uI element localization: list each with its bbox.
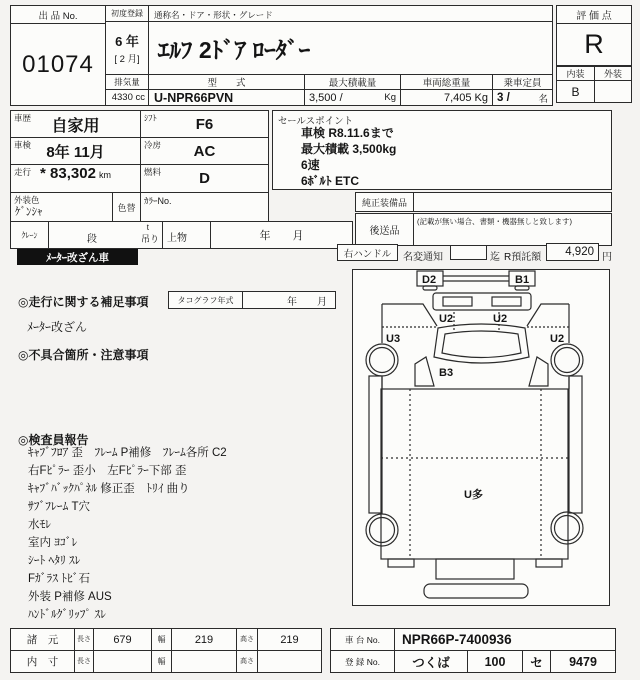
shift-cell: ｼﾌﾄ F6 xyxy=(140,110,269,138)
gross-weight-value: 7,405 Kg xyxy=(400,89,493,106)
sales-point-line: 最大積載 3,500kg xyxy=(301,142,397,156)
spec-length-value: 679 xyxy=(93,628,152,651)
capacity-unit: 名 xyxy=(538,93,548,105)
spec-height-label: 高さ xyxy=(236,628,258,651)
first-registration-year: 6 年 xyxy=(115,34,139,49)
body-date-cell: 年 月 xyxy=(210,221,353,249)
chassis-no-label: 車 台 No. xyxy=(330,628,395,651)
cooling-value: AC xyxy=(193,142,216,160)
registration-no-label: 登 録 No. xyxy=(330,650,395,673)
displacement-label: 排気量 xyxy=(105,74,149,90)
inner-row-label: 内 寸 xyxy=(10,650,75,673)
inner-height-label: 高さ xyxy=(236,650,258,673)
vehicle-name: ｴﾙﾌ 2ﾄﾞｱ ﾛｰﾀﾞｰ xyxy=(148,21,553,75)
crane-stage-label: 段 xyxy=(87,234,97,245)
deposit-label: R預託額 xyxy=(504,252,542,263)
until-label: 迄 xyxy=(490,252,500,263)
first-registration-month: [ 2 月] xyxy=(114,54,140,65)
sales-point-line: 車検 R8.11.6まで xyxy=(301,126,394,140)
yen-label: 円 xyxy=(602,252,612,263)
max-load-value xyxy=(304,89,401,106)
registration-area: つくば xyxy=(394,650,468,673)
inspector-report-title: ◎検査員報告 xyxy=(18,433,89,447)
crane-value-cell xyxy=(48,221,163,249)
inspector-report-line: 室内 ﾖｺﾞﾚ xyxy=(28,537,78,549)
lot-no-value: 01074 xyxy=(10,23,106,106)
registration-class: 100 xyxy=(467,650,523,673)
inspection-cell: 車検 8年 11月 xyxy=(10,137,141,165)
capacity-label: 乗車定員 xyxy=(492,74,553,90)
forwarded-items-label: 後送品 xyxy=(355,213,414,246)
history-cell: 車歴 自家用 xyxy=(10,110,141,138)
capacity-number: 3 / xyxy=(497,91,510,104)
chassis-no-value: NPR66P-7400936 xyxy=(394,628,616,651)
max-load-unit: Kg xyxy=(384,92,396,103)
mileage-number: * 83,302 xyxy=(40,165,96,182)
cooling-cell: 冷房 AC xyxy=(140,137,269,165)
first-registration-label: 初度登録 xyxy=(105,5,149,22)
crane-label-cell: ｸﾚｰﾝ xyxy=(10,221,49,249)
color-change-cell: 色替 xyxy=(112,192,141,222)
inner-length-value xyxy=(93,650,152,673)
shift-value: F6 xyxy=(195,115,214,133)
damage-label-cab-back: B3 xyxy=(439,367,454,379)
genuine-equipment-value xyxy=(413,192,612,212)
mileage-unit: km xyxy=(98,170,111,180)
crane-ton-label: t xyxy=(146,223,149,232)
spec-height-value: 219 xyxy=(257,628,322,651)
spec-row-label: 諸 元 xyxy=(10,628,75,651)
displacement-value: 4330 cc xyxy=(105,89,149,106)
meter-tampered-badge: ﾒｰﾀｰ改ざん車 xyxy=(17,249,138,265)
forwarded-items-note-cell xyxy=(413,213,612,246)
inner-width-label: 幅 xyxy=(151,650,172,673)
history-value: 自家用 xyxy=(51,117,100,135)
inspector-report-line: 右Fﾋﾟﾗｰ 歪小 左Fﾋﾟﾗｰ下部 歪 xyxy=(28,465,187,477)
crane-lift-label: 吊り xyxy=(140,234,159,244)
mileage-supplement-note: ﾒｰﾀｰ改ざん xyxy=(27,320,88,334)
model-code-value: U-NPR66PVN xyxy=(148,89,305,106)
inner-height-value xyxy=(257,650,322,673)
fuel-value: D xyxy=(199,170,210,187)
registration-kana: セ xyxy=(522,650,551,673)
damage-label-windshield-left: U2 xyxy=(439,313,454,325)
damage-label-mirror-left: D2 xyxy=(422,274,437,286)
inspector-report-line: 水ﾓﾚ xyxy=(28,519,51,531)
body-equipment-cell: 上物 xyxy=(162,221,211,249)
interior-score: B xyxy=(556,80,595,103)
mileage-value xyxy=(11,165,140,192)
exterior-score xyxy=(594,80,632,103)
score-value: R xyxy=(556,23,632,66)
spec-length-label: 長さ xyxy=(74,628,94,651)
capacity-value xyxy=(492,89,553,106)
sales-point-title: セールスポイント xyxy=(278,116,354,127)
inspector-report-line: ｷｬﾌﾞﾊﾞｯｸﾊﾟﾈﾙ 修正歪 ﾄﾘｲ 曲り xyxy=(28,483,190,495)
deposit-amount-box: 4,920 xyxy=(546,243,599,261)
rhd-box: 右ハンドル xyxy=(337,244,398,261)
vehicle-name-label: 通称名・ドア・形状・グレード xyxy=(148,5,553,22)
score-label: 評 価 点 xyxy=(556,5,632,24)
damage-label-mirror-right: B1 xyxy=(515,274,530,286)
damage-label-fender-right: U2 xyxy=(550,333,565,345)
damage-diagram-box xyxy=(352,269,610,606)
lot-no-label: 出 品 No. xyxy=(10,5,106,24)
gross-weight-label: 車両総重量 xyxy=(400,74,493,90)
damage-label-fender-left: U3 xyxy=(386,333,401,345)
first-registration-value xyxy=(105,21,149,75)
fuel-cell: 燃料 D xyxy=(140,164,269,193)
sales-point-line: 6速 xyxy=(301,158,320,172)
inspector-report-line: ｷｬﾌﾞﾌﾛｱ 歪 ﾌﾚｰﾑ P補修 ﾌﾚｰﾑ各所 C2 xyxy=(28,447,227,459)
sales-point-lines xyxy=(301,125,607,189)
tachograph-label-box: タコグラフ年式 xyxy=(168,291,243,309)
registration-number: 9479 xyxy=(550,650,616,673)
inspection-value: 8年 11月 xyxy=(46,143,105,161)
sales-point-box xyxy=(272,110,612,190)
name-change-label: 名変通知 xyxy=(403,252,443,263)
max-load-number: 3,500 / xyxy=(309,91,343,104)
name-change-value-box xyxy=(450,245,487,260)
body-color-value: ｹﾞﾝｼｬ xyxy=(15,206,43,218)
tachograph-value-box: 年 月 xyxy=(242,291,336,309)
inner-length-label: 長さ xyxy=(74,650,94,673)
damage-label-bed: U多 xyxy=(464,489,483,501)
inspector-report-line: ｼｰﾄ ﾍﾀﾘ ｽﾚ xyxy=(28,555,81,567)
sales-point-line: 6ﾎﾞﾙﾄ ETC xyxy=(301,174,360,188)
mileage-supplement-title: ◎走行に関する補足事項 xyxy=(18,295,149,309)
exterior-label: 外装 xyxy=(594,66,632,81)
interior-label: 内装 xyxy=(556,66,595,81)
inspector-report-line: Fｶﾞﾗｽ ﾄﾋﾞ石 xyxy=(28,573,90,585)
forwarded-items-note: (記載が無い場合、書類・機器無しと致します) xyxy=(417,217,572,226)
body-color-cell: 外装色 ｹﾞﾝｼｬ xyxy=(10,192,113,222)
inspector-report-line: 外装 P補修 AUS xyxy=(28,591,112,603)
defects-title: ◎不具合箇所・注意事項 xyxy=(18,348,149,362)
model-code-label: 型 式 xyxy=(148,74,305,90)
color-no-cell: ｶﾗｰNo. xyxy=(140,192,269,222)
inspector-report-line: ｻﾌﾞﾌﾚｰﾑ T穴 xyxy=(28,501,90,513)
spec-width-label: 幅 xyxy=(151,628,172,651)
damage-label-windshield-right: U2 xyxy=(493,313,508,325)
truck-top-view-diagram xyxy=(353,270,609,605)
max-load-label: 最大積載量 xyxy=(304,74,401,90)
mileage-cell: 走行 * 83,302 km xyxy=(10,164,141,193)
inner-width-value xyxy=(171,650,237,673)
genuine-equipment-label: 純正装備品 xyxy=(355,192,414,212)
spec-width-value: 219 xyxy=(171,628,237,651)
inspector-report-lines xyxy=(28,444,344,624)
inspector-report-line: ﾊﾝﾄﾞﾙｸﾞﾘｯﾌﾟ ｽﾚ xyxy=(28,609,106,621)
